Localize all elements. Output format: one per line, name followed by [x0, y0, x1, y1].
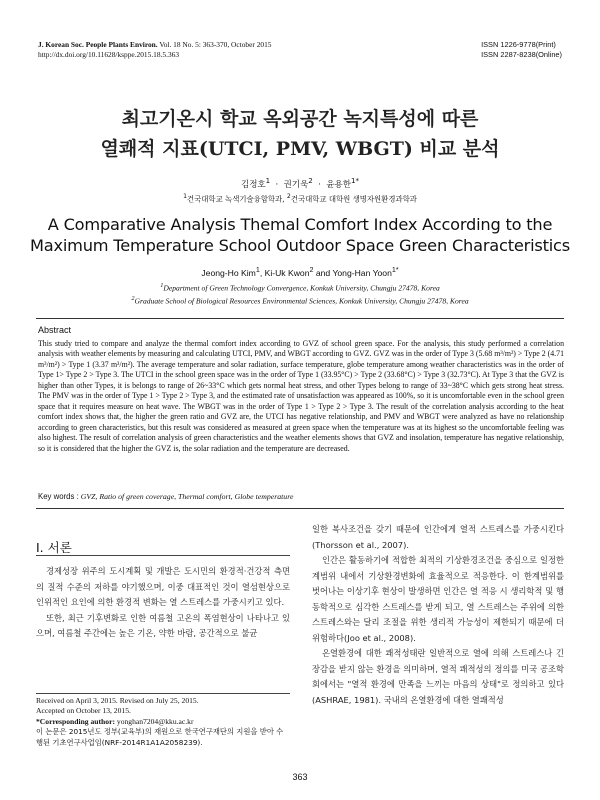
right-paragraph-1: 인간은 활동하기에 적합한 최적의 기상환경조건을 중심으로 일정한계범위 내에서 기상환경변화에 효율적으로 적응한다. 이 한계범위를 벗어나는 이상기후 현상이 발생하면 인간은 열 적응 시 생리학적 및 행동학적으로 심각한 스트레스를 받게 되고, 열 스트레스는 주위에 의한 스트레스와는 달리 조절을 위한 생리적 가능성이 제한되기 때문에 더 위험하다(Joo et al., 2008). [312, 555, 564, 643]
korean-affiliations [0, 193, 600, 204]
doi-link[interactable]: http://dx.doi.org/10.11628/ksppe.2015.18.5.363 [38, 50, 180, 59]
issn-print: ISSN 1226-9778(Print) [481, 40, 556, 49]
footnote [36, 696, 290, 748]
journal-header [38, 40, 272, 60]
footnote-funding: 이 논문은 2015년도 정부(교육부)의 재원으로 한국연구재단의 지원을 받아 수행된 기초연구사업임(NRF-2014R1A1A2058239). [36, 727, 284, 747]
footnote-accepted: Accepted on October 13, 2015. [36, 706, 131, 716]
korean-author-3: 윤용한 [326, 179, 351, 190]
keywords-label: Key words : [38, 492, 79, 501]
english-author-1: Jeong-Ho Kim [201, 267, 256, 278]
english-authors-and: and [315, 267, 331, 278]
korean-author-2-sup: 2 [308, 176, 313, 185]
english-affil-1: Department of Green Technology Convergence, Konkuk University, Chungju 27478, Korea [163, 283, 440, 293]
abstract-body: This study tried to compare and analyze the thermal comfort index according to GVZ of school green space. For the analysis, this study performed a correlation analysis with weather elements by measuring and calculating UTCI, PMV, and WBGT according to GVZ. GVZ was in the order of Type 3 (5.68 m³/m²) > Type 2 (4.71 m³/m²) > Type 1 (3.37 m³/m²). The average temperature and solar radiation, surface temperature, globe temperature among weather characteristics was in the order of Type 1> Type 2 > Type 3. The UTCI in the school green space was in the order of Type 1 (33.95°C) > Type 2 (33.68°C) > Type 3 (32.73°C). At Type 3 that the GVZ is higher than other Types, it is belongs to range of 26~33°C which gets normal heat stress, and other Types belong to range of 33~38°C which gets strong heat stress. The PMV was in the order of Type 1 > Type 2 > Type 3, and the estimated rate of unsatisfaction was appeared as 100%, so it is uncomfortable even in the school green space that it requires measure on heat wave. The WBGT was in the order of Type 1 > Type 2 > Type 3. The result of the correlation analysis according to the heat comfort index shows that, the higher the green ratio and GVZ are, the UTCI has negative relationship, and PMV and WBGT were analyzed as have no relationship according to green characteristics, but this result was considered as measured at green space when the temperature was at its highest so the uncomfortable feeling was also highest. The result of correlation analysis of green characteristics and the weather elements shows that GVZ and insolation, temperature has negative relationship, so it is considered that the higher the GVZ is, the solar radiation and the temperature are decreased. [38, 339, 564, 453]
english-author-2-sup: 2 [309, 266, 314, 274]
keywords-text: GVZ, Ratio of green coverage, Thermal comfort, Globe temperature [80, 492, 294, 501]
page-number: 363 [292, 772, 308, 782]
korean-author-3-sup: 1* [350, 176, 360, 185]
right-column [312, 522, 564, 708]
korean-author-1: 김정호 [240, 179, 266, 190]
right-paragraph-0: 일한 복사조건을 갖기 때문에 인간에게 열적 스트레스를 가중시킨다(Thorsson et al., 2007). [312, 524, 564, 550]
korean-title-line2: 열쾌적 지표(UTCI, PMV, WBGT) 비교 분석 [100, 138, 500, 160]
english-title-line1: A Comparative Analysis Themal Comfort Index According to the [47, 215, 553, 234]
abstract-top-rule [36, 318, 564, 319]
left-column [36, 564, 290, 642]
footnote-corr-email[interactable]: yonghan7204@kku.ac.kr [116, 716, 194, 726]
english-affil-2: Graduate School of Biological Resources Environmental Sciences, Konkuk University, Chungju 27478, Korea [134, 296, 469, 306]
korean-authors: 김정호$^1$ · 권기욱$^2$ · 윤용한$^{1*}$ [240, 176, 360, 190]
journal-issue: Vol. 18 No. 5: 363-370, October 2015 [159, 40, 272, 49]
english-authors: Jeong-Ho Kim$^1$, Ki-Uk Kwon$^2$ and Yong-Han Yoon$^{1*}$ [201, 266, 399, 278]
korean-author-2: 권기욱 [283, 179, 309, 190]
korean-title [0, 104, 600, 164]
english-author-1-sup: 1 [255, 266, 260, 274]
left-paragraph-2: 또한, 최근 기후변화로 인한 여름철 고온의 폭염현상이 나타나고 있으며, 여름철 주간에는 높은 기온, 약한 바람, 공간적으로 불균 [36, 612, 290, 638]
issn-block [481, 40, 562, 60]
footnote-rule [36, 693, 290, 694]
issn-online: ISSN 2287-8238(Online) [481, 50, 562, 59]
english-title-line2: Maximum Temperature School Outdoor Space Green Characteristics [30, 236, 570, 255]
keywords [38, 492, 564, 501]
korean-affil-2-sup: 2 [286, 193, 291, 200]
english-title [0, 214, 600, 256]
english-author-3-sup: 1* [391, 266, 399, 274]
english-affil-2-sup: 2 [131, 294, 135, 302]
footnote-received: Received on April 3, 2015. Revised on July 25, 2015. [36, 696, 199, 705]
right-paragraph-2: 온열환경에 대한 쾌적성태란 일반적으로 열에 의해 스트레스나 긴장감을 받지 않는 환경을 의미하며, 열적 쾌적성의 정의를 미국 공조학회에서는 "열적 환경에 만족을 느끼는 마음의 상태"로 정의하고 있다(ASHRAE, 1981). 국내의 온열환경에 대한 열쾌적성 [312, 648, 564, 705]
korean-author-1-sup: 1 [265, 176, 271, 185]
footnote-corr-label: *Corresponding author: [36, 716, 115, 726]
section-title-rule [36, 555, 290, 556]
section-title: I. 서론 [36, 540, 72, 555]
english-affil-1-sup: 1 [160, 282, 164, 289]
left-paragraph-1: 경제성장 위주의 도시계획 및 개발은 도시민의 환경적·건강적 측면의 질적 수준의 저하를 야기했으며, 이중 대표적인 것이 열섬현상으로 인위적인 요인에 의한 환경적 변화는 열 스트레스를 가중시키고 있다. [36, 566, 290, 607]
journal-name: J. Korean Soc. People Plants Environ. [38, 40, 158, 49]
korean-affil-1-sup: 1 [183, 193, 188, 200]
english-affiliations [0, 281, 600, 306]
english-author-2: Ki-Uk Kwon [264, 267, 310, 278]
korean-affil-2: 건국대학교 대학원 생명자원환경과학과 [290, 194, 417, 204]
abstract-heading: Abstract [38, 325, 72, 335]
english-author-3: Yong-Han Yoon [332, 267, 392, 278]
abstract-bottom-rule [36, 508, 564, 509]
korean-affil-1: 건국대학교 녹색기술융합학과, [187, 194, 285, 204]
korean-title-line1: 최고기온시 학교 옥외공간 녹지특성에 따른 [121, 108, 479, 130]
